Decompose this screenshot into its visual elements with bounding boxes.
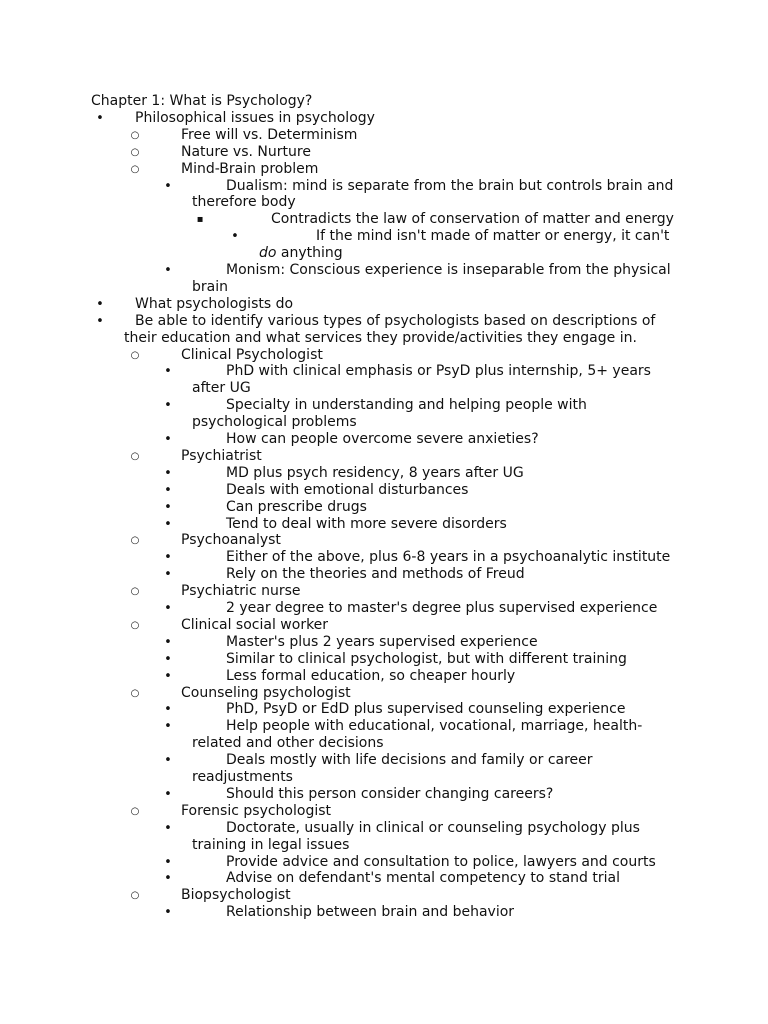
- list-item: Specialty in understanding and helping people with: [226, 397, 587, 414]
- list-item: Less formal education, so cheaper hourly: [226, 667, 516, 684]
- list-bullet: ○: [130, 619, 140, 631]
- list-bullet: •: [164, 634, 172, 650]
- list-item: Master's plus 2 years supervised experience: [226, 633, 538, 650]
- list-item: Tend to deal with more severe disorders: [226, 515, 507, 532]
- list-item: Psychiatrist: [181, 447, 262, 464]
- list-item: Biopsychologist: [181, 887, 291, 904]
- list-item: Similar to clinical psychologist, but with different training: [226, 650, 627, 667]
- list-item: How can people overcome severe anxieties?: [226, 431, 539, 447]
- list-bullet: •: [164, 364, 172, 380]
- list-bullet: ○: [130, 450, 140, 462]
- list-item: Clinical Psychologist: [181, 346, 323, 363]
- list-bullet: •: [164, 550, 172, 566]
- list-item: Forensic psychologist: [181, 802, 332, 819]
- list-bullet: •: [164, 178, 172, 194]
- list-item: Nature vs. Nurture: [181, 143, 311, 160]
- list-item: Deals mostly with life decisions and family or career: [226, 752, 593, 769]
- list-item: PhD with clinical emphasis or PsyD plus internship, 5+ years: [226, 363, 651, 380]
- list-item-continuation: training in legal issues: [192, 836, 350, 853]
- list-bullet: •: [164, 668, 172, 684]
- list-bullet: •: [164, 786, 172, 802]
- list-bullet: •: [164, 702, 172, 718]
- list-bullet: •: [231, 229, 239, 245]
- list-item: Counseling psychologist: [181, 684, 351, 701]
- list-item: Rely on the theories and methods of Freud: [226, 566, 525, 583]
- list-bullet: ▪: [196, 214, 204, 226]
- list-bullet: •: [96, 110, 104, 126]
- list-item: What psychologists do: [135, 295, 294, 312]
- chapter-title: Chapter 1: What is Psychology?: [91, 93, 313, 109]
- list-item: Contradicts the law of conservation of matter and energy: [271, 211, 674, 228]
- list-item-continuation: [259, 245, 343, 262]
- list-bullet: •: [164, 482, 172, 498]
- list-bullet: •: [164, 499, 172, 515]
- list-item: If the mind isn't made of matter or energy, it can't: [316, 228, 670, 245]
- list-item: Mind-Brain problem: [181, 160, 319, 177]
- list-item-continuation: their education and what services they provide/activities they engage in.: [124, 329, 637, 346]
- list-item-continuation: therefore body: [192, 194, 296, 211]
- list-item: Deals with emotional disturbances: [226, 481, 469, 498]
- list-bullet: •: [164, 398, 172, 414]
- list-item: Dualism: mind is separate from the brain but controls brain and: [226, 177, 674, 194]
- list-bullet: •: [96, 313, 104, 329]
- list-bullet: ○: [130, 805, 140, 817]
- list-item: Relationship between brain and behavior: [226, 904, 515, 921]
- list-item: Provide advice and consultation to police, lawyers and courts: [226, 853, 656, 870]
- list-bullet: •: [164, 820, 172, 836]
- list-item: MD plus psych residency, 8 years after UG: [226, 464, 524, 481]
- list-item: Monism: Conscious experience is inseparable from the physical: [226, 262, 671, 278]
- list-bullet: •: [164, 567, 172, 583]
- list-bullet: •: [164, 854, 172, 870]
- list-bullet: ○: [130, 129, 140, 141]
- list-item-text: anything: [280, 245, 343, 262]
- list-bullet: •: [96, 296, 104, 312]
- list-bullet: •: [164, 651, 172, 667]
- list-item: Should this person consider changing careers?: [226, 785, 554, 802]
- list-bullet: ○: [130, 163, 140, 175]
- list-item: Free will vs. Determinism: [181, 126, 358, 143]
- list-bullet: •: [164, 465, 172, 481]
- list-item-continuation: after UG: [192, 380, 251, 397]
- list-bullet: •: [164, 905, 172, 921]
- list-item-continuation: psychological problems: [192, 414, 357, 431]
- list-bullet: •: [164, 432, 172, 447]
- list-item: Help people with educational, vocational, marriage, health-: [226, 718, 643, 735]
- list-item: Doctorate, usually in clinical or counseling psychology plus: [226, 819, 640, 836]
- list-item: Clinical social worker: [181, 616, 329, 633]
- list-item: PhD, PsyD or EdD plus supervised counseling experience: [226, 701, 626, 718]
- list-bullet: ○: [130, 687, 140, 699]
- list-item: Either of the above, plus 6-8 years in a psychoanalytic institute: [226, 549, 671, 566]
- list-item-continuation: readjustments: [192, 769, 293, 785]
- list-bullet: ○: [130, 890, 140, 902]
- list-item: Advise on defendant's mental competency to stand trial: [226, 870, 620, 887]
- emphasis-text: do: [259, 245, 277, 262]
- list-item: Psychiatric nurse: [181, 583, 301, 600]
- list-bullet: •: [164, 516, 172, 532]
- list-item: Philosophical issues in psychology: [135, 109, 375, 126]
- list-item: 2 year degree to master's degree plus supervised experience: [226, 600, 658, 616]
- list-bullet: •: [164, 263, 172, 278]
- list-bullet: ○: [130, 586, 140, 598]
- list-item-continuation: brain: [192, 278, 228, 295]
- list-bullet: ○: [130, 349, 140, 361]
- list-item: Can prescribe drugs: [226, 498, 367, 515]
- list-bullet: •: [164, 601, 172, 616]
- list-bullet: ○: [130, 146, 140, 158]
- list-bullet: •: [164, 753, 172, 769]
- list-item-continuation: related and other decisions: [192, 735, 384, 752]
- list-bullet: •: [164, 719, 172, 735]
- list-bullet: •: [164, 871, 172, 887]
- list-item: Psychoanalyst: [181, 532, 281, 549]
- list-item: Be able to identify various types of psychologists based on descriptions of: [135, 312, 656, 329]
- list-bullet: ○: [130, 535, 140, 547]
